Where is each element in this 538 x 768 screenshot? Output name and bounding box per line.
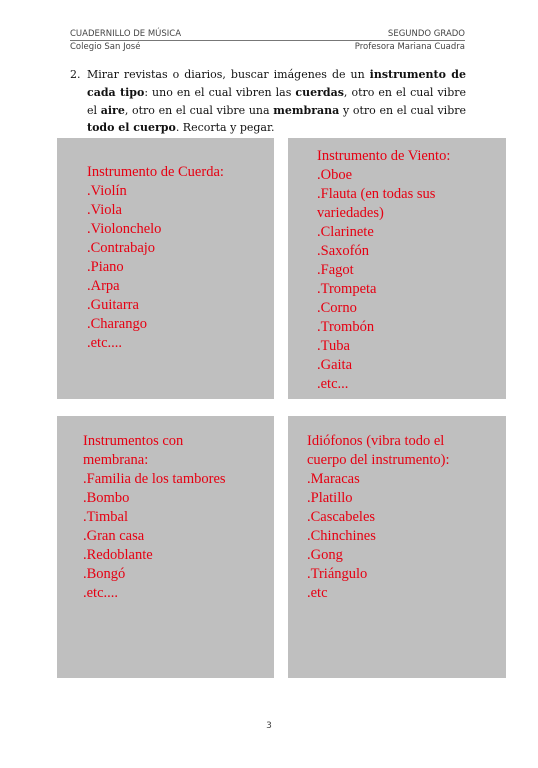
list-item: .Contrabajo xyxy=(87,240,156,256)
box-membrane-content xyxy=(83,432,268,603)
instruction-text-run: : uno en el cual vibren las xyxy=(144,85,296,99)
list-item: .Platillo xyxy=(307,490,353,506)
list-item: .Bongó xyxy=(83,566,126,582)
box-title: Instrumento de Cuerda: xyxy=(87,164,224,180)
list-item: .etc xyxy=(307,585,328,601)
instruction-text-run: , otro en el cual vibre el xyxy=(87,85,467,117)
list-item: .etc... xyxy=(317,376,349,392)
list-item: .Timbal xyxy=(83,509,128,525)
box-title: Instrumento de Viento: xyxy=(317,148,451,164)
list-item: .Corno xyxy=(317,300,357,316)
instruction-item xyxy=(70,66,466,137)
box-title: Instrumentos con membrana: xyxy=(83,433,184,468)
list-item: .Maracas xyxy=(307,471,360,487)
box-title: Idiófonos (vibra todo el cuerpo del instrumento): xyxy=(307,433,450,468)
list-item: .etc.... xyxy=(83,585,119,601)
box-idiophone-content xyxy=(307,432,477,603)
header-school: Colegio San José xyxy=(70,42,141,52)
list-item: .Violín xyxy=(87,183,127,199)
list-item: .Cascabeles xyxy=(307,509,376,525)
list-item: .Arpa xyxy=(87,278,120,294)
instruction-bold-text: membrana xyxy=(273,103,340,117)
list-item: .Chinchines xyxy=(307,528,376,544)
list-item: .Viola xyxy=(87,202,122,218)
list-item: .Piano xyxy=(87,259,124,275)
box-idiophone-instruments xyxy=(288,416,506,678)
list-item: .Redoblante xyxy=(83,547,153,563)
instruction-bold-text: todo el cuerpo xyxy=(87,121,176,135)
box-membrane-instruments xyxy=(57,416,274,678)
list-item: .Charango xyxy=(87,316,147,332)
instruction-text xyxy=(87,66,466,137)
instruction-bold-text: instrumento de cada tipo xyxy=(87,68,466,99)
page-header-top xyxy=(70,29,465,41)
list-item: .Clarinete xyxy=(317,224,374,240)
list-item: .Gran casa xyxy=(83,528,145,544)
list-item: .Triángulo xyxy=(307,566,368,582)
instruction-bold-text: aire xyxy=(100,103,125,117)
list-item: .Trombón xyxy=(317,319,375,335)
list-item: .Flauta (en todas sus variedades) xyxy=(317,186,436,221)
list-item: .Gong xyxy=(307,547,343,563)
list-item: .Saxofón xyxy=(317,243,369,259)
list-item: .etc.... xyxy=(87,335,123,351)
header-teacher: Profesora Mariana Cuadra xyxy=(354,42,465,52)
box-wind-content xyxy=(317,147,467,394)
instruction-text-run: y otro en el cual vibre xyxy=(339,103,467,117)
box-wind-instruments xyxy=(288,138,506,399)
list-item: .Fagot xyxy=(317,262,354,278)
list-item: .Guitarra xyxy=(87,297,139,313)
list-item: .Tuba xyxy=(317,338,350,354)
instruction-text-run: . Recorta y pegar. xyxy=(175,121,275,135)
instruction-bold-text: cuerdas xyxy=(295,85,344,99)
list-item: .Gaita xyxy=(317,357,353,373)
list-item: .Trompeta xyxy=(317,281,377,297)
instruction-text-run: , otro en el cual vibre una xyxy=(124,103,274,117)
list-item: .Bombo xyxy=(83,490,130,506)
instruction-number: 2. xyxy=(70,68,81,81)
page-number: 3 xyxy=(266,721,272,731)
list-item: .Oboe xyxy=(317,167,353,183)
box-string-content xyxy=(87,163,272,353)
list-item: .Familia de los tambores xyxy=(83,471,226,487)
box-string-instruments xyxy=(57,138,274,399)
header-grade: SEGUNDO GRADO xyxy=(387,29,465,39)
list-item: .Violonchelo xyxy=(87,221,162,237)
instruction-text-run: Mirar revistas o diarios, buscar imágenes de un xyxy=(87,68,370,81)
header-title: CUADERNILLO DE MÚSICA xyxy=(70,29,182,39)
